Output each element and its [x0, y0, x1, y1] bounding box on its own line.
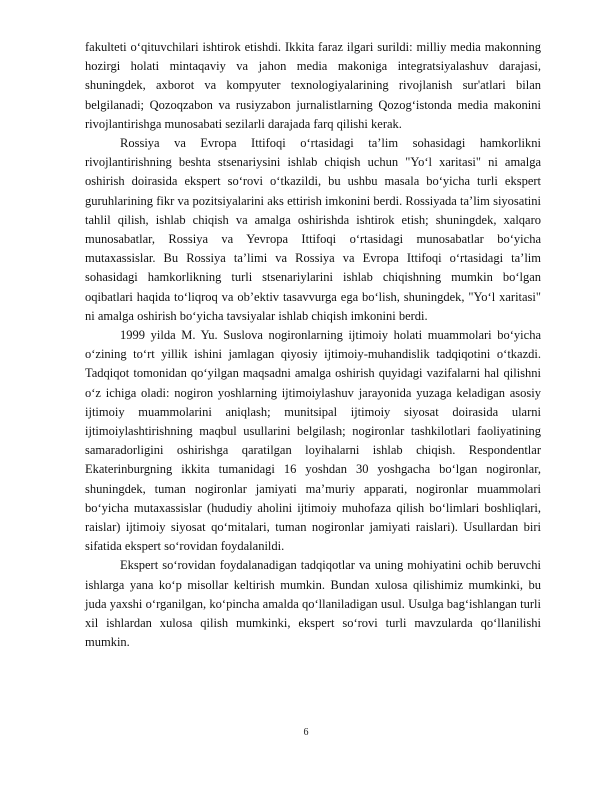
paragraph-conclusion: Ekspert so‘rovidan foydalanadigan tadqiqotlar va uning mohiyatini ochib beruvchi ishlarga yana ko‘p misollar keltirish mumkin. Bundan xulosa qilishimiz mumkinki, bu juda yaxshi o‘rganilgan, ko‘pincha amalda qo‘llaniladigan usul. Usulga bag‘ishlangan turli xil ishlardan xulosa qilish mumkinki, ekspert so‘rovi turli mavzularda qo‘llanilishi mumkin. [85, 558, 541, 650]
paragraph-suslova-study: 1999 yilda M. Yu. Suslova nogironlarning ijtimoiy holati muammolari bo‘yicha o‘zining to‘rt yillik ishini jamlagan qiyosiy ijtimoiy-muhandislik tadqiqotini o‘tkazdi. Tadqiqot tomonidan qo‘yilgan maqsadni amalga oshirish quyidagi vazifalarni hal qilishni o‘z ichiga oladi: nogiron yoshlarning ijtimoiylashuv jarayonida yuzaga keladigan asosiy ijtimoiy muammolarini aniqlash; munitsipal ijtimoiy siyosat doirasida ularni ijtimoiylashtirishning maqbul usullarini belgilash; nogironlar tashkilotlari faoliyatining samaradorligini oshirishga qaratilgan loyihalarni ishlab chiqish. Respondentlar Ekaterinburgning ikkita tumanidagi 16 yoshdan 30 yoshgacha bo‘lgan nogironlar, shuningdek, tuman nogironlar jamiyati ma’muriy apparati, nogironlar muammolari bo‘yicha mutaxassislar (hududiy aholini ijtimoiy muhofaza qilish bo‘limlari boshliqlari, raislar) ijtimoiy siyosat qo‘mitalari, tuman nogironlar jamiyati raislari). Usullardan biri sifatida ekspert so‘rovidan foydalanildi. [85, 328, 541, 554]
paragraph-continuation: fakulteti o‘qituvchilari ishtirok etishdi. Ikkita faraz ilgari surildi: milliy media makonning hozirgi holati mintaqaviy va jahon media makoniga integratsiyalashuv darajasi, shuningdek, axborot va kompyuter texnologiyalarining rivojlanish sur'atlari bilan belgilanadi; Qozoqzabon va rusiyzabon jurnalistlarning Qozog‘istonda media makonini rivojlantirishga munosabati sezilarli darajada farq qilishi kerak. [85, 40, 541, 131]
paragraph-roadmap-survey: Rossiya va Evropa Ittifoqi o‘rtasidagi ta’lim sohasidagi hamkorlikni rivojlantirishning beshta stsenariysini ishlab chiqish uchun "Yo‘l xaritasi" ni amalga oshirish doirasida ekspert so‘rovi o‘tkazildi, bu ushbu masala bo‘yicha turli ekspert guruhlarining fikr va pozitsiyalarini aks ettirish imkonini berdi. Rossiyada ta’lim siyosatini tahlil qilish, ishlab chiqish va amalga oshirishda ishtirok etish; shuningdek, xalqaro munosabatlar, Rossiya va Yevropa Ittifoqi o‘rtasidagi munosabatlar bo‘yicha mutaxassislar. Bu Rossiya ta’limi va Rossiya va Evropa Ittifoqi o‘rtasidagi ta’lim sohasidagi hamkorlikning turli stsenariylarini ishlab chiqishning mumkin bo‘lgan oqibatlari haqida to‘liqroq va ob’ektiv tasavvurga ega bo‘lish, shuningdek, "Yo‘l xaritasi" ni amalga oshirish bo‘yicha tavsiyalar ishlab chiqish imkonini berdi. [85, 136, 541, 323]
document-body [85, 38, 541, 653]
page-number: 6 [303, 727, 309, 738]
